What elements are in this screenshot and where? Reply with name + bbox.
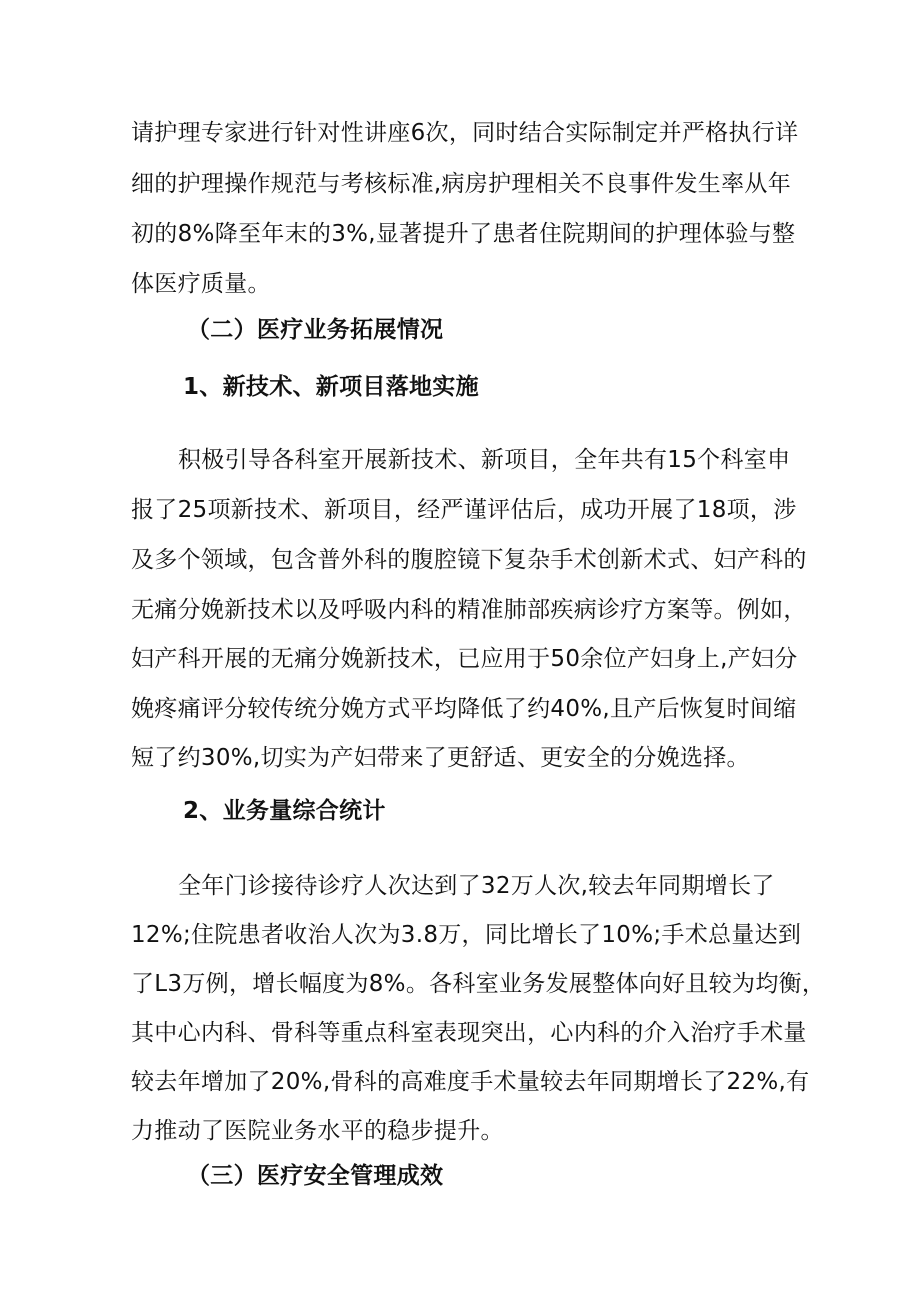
subsection-heading: 1、新技术、新项目落地实施 [183, 374, 479, 400]
paragraph-3-line-4: 其中心内科、骨科等重点科室表现突出，心内科的介入治疗手术量 [131, 1020, 807, 1046]
paragraph-3-line-1: 全年门诊接待诊疗人次达到了32万人次,较去年同期增长了 [178, 873, 775, 899]
section-heading: （二）医疗业务拓展情况 [187, 317, 444, 343]
paragraph-3-line-3: 了L3万例，增长幅度为8%。各科室业务发展整体向好且较为均衡， [131, 971, 826, 997]
subsection-heading: 2、业务量综合统计 [183, 798, 386, 824]
paragraph-2-line-3: 及多个领域，包含普外科的腹腔镜下复杂手术创新术式、妇产科的 [131, 547, 807, 573]
paragraph-2-line-6: 娩疼痛评分较传统分娩方式平均降低了约40%,且产后恢复时间缩 [131, 696, 797, 722]
paragraph-3-line-2: 12%;住院患者收治人次为3.8万，同比增长了10%;手术总量达到 [131, 922, 802, 948]
paragraph-2-line-2: 报了25项新技术、新项目，经严谨评估后，成功开展了18项，涉 [131, 497, 797, 523]
paragraph-2-line-5: 妇产科开展的无痛分娩新技术，已应用于50余位产妇身上,产妇分 [131, 646, 798, 672]
paragraph-1-line-3: 初的8%降至年末的3%,显著提升了患者住院期间的护理体验与整 [131, 221, 796, 247]
paragraph-1-line-1: 请护理专家进行针对性讲座6次，同时结合实际制定并严格执行详 [131, 120, 799, 146]
section-heading: （三）医疗安全管理成效 [187, 1163, 444, 1189]
paragraph-2-line-7: 短了约30%,切实为产妇带来了更舒适、更安全的分娩选择。 [131, 745, 750, 771]
paragraph-1-line-2: 细的护理操作规范与考核标准,病房护理相关不良事件发生率从年 [131, 171, 792, 197]
paragraph-1-line-4: 体医疗质量。 [131, 271, 271, 297]
paragraph-2-line-4: 无痛分娩新技术以及呼吸内科的精准肺部疾病诊疗方案等。例如， [131, 597, 807, 623]
paragraph-3-line-6: 力推动了医院业务水平的稳步提升。 [131, 1118, 504, 1144]
paragraph-3-line-5: 较去年增加了20%,骨科的高难度手术量较去年同期增长了22%,有 [131, 1069, 810, 1095]
paragraph-2-line-1: 积极引导各科室开展新技术、新项目，全年共有15个科室申 [178, 447, 791, 473]
